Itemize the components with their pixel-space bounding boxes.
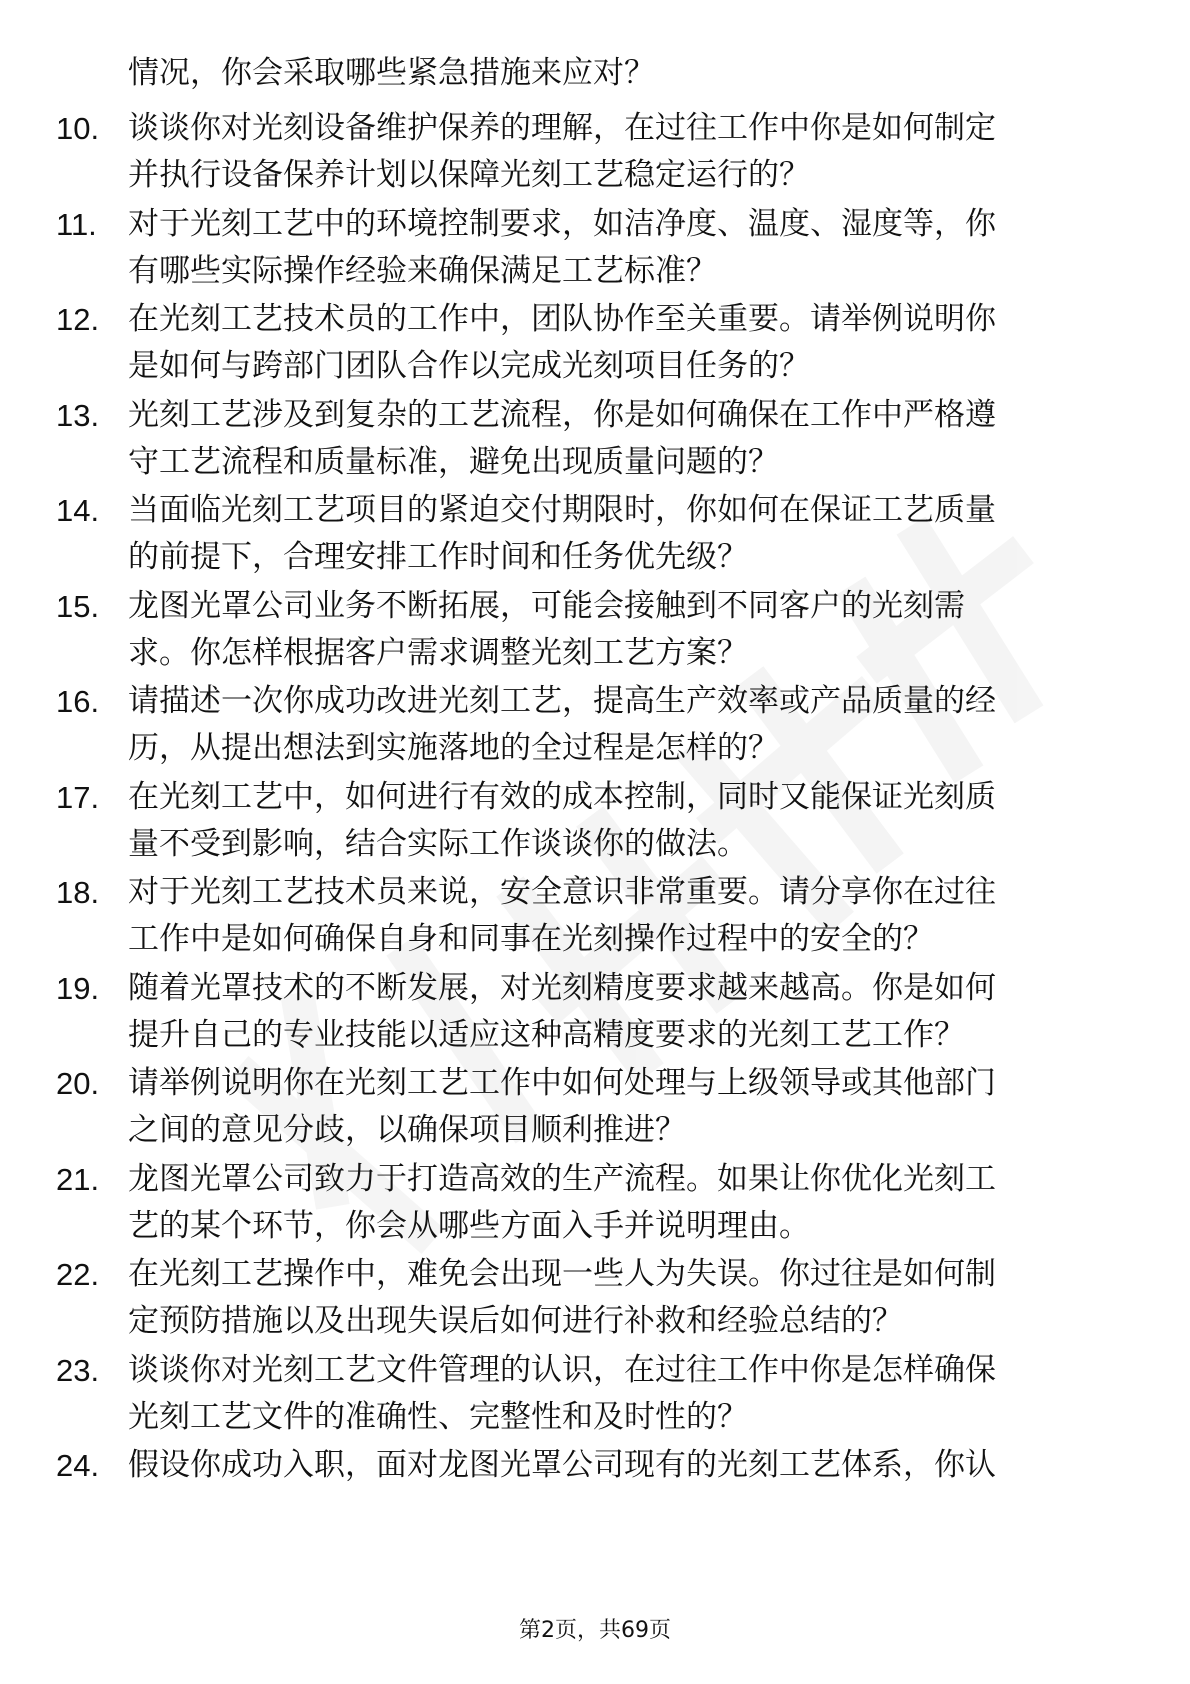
question-line: 龙图光罩公司致力于打造高效的生产流程。如果让你优化光刻工 [128,1161,996,1197]
question-line: 请举例说明你在光刻工艺工作中如何处理与上级领导或其他部门 [128,1065,996,1101]
question-number: 19. [56,971,100,1006]
question-text [128,1060,1118,1154]
question-text [128,1251,1118,1345]
question-number: 14. [56,493,100,528]
question-number: 20. [56,1066,100,1101]
question-line: 艺的某个环节，你会从哪些方面入手并说明理由。 [128,1208,810,1244]
question-line: 假设你成功入职，面对龙图光罩公司现有的光刻工艺体系，你认 [128,1447,996,1483]
question-line: 量不受到影响，结合实际工作谈谈你的做法。 [128,826,748,862]
question-line: 工作中是如何确保自身和同事在光刻操作过程中的安全的？ [128,921,934,957]
question-text [128,105,1118,199]
question-text [128,869,1118,963]
question-line: 的前提下，合理安排工作时间和任务优先级？ [128,539,748,575]
question-text [128,583,1118,677]
question-number: 17. [56,780,100,815]
question-text [128,965,1118,1059]
question-number: 10. [56,111,100,146]
question-line: 光刻工艺文件的准确性、完整性和及时性的？ [128,1399,748,1435]
question-number: 16. [56,684,100,719]
question-number: 13. [56,398,100,433]
question-text [128,1347,1118,1441]
question-line: 是如何与跨部门团队合作以完成光刻项目任务的？ [128,348,810,384]
question-line: 求。你怎样根据客户需求调整光刻工艺方案？ [128,635,748,671]
question-number: 18. [56,875,100,910]
question-line: 在光刻工艺技术员的工作中，团队协作至关重要。请举例说明你 [128,301,996,337]
question-text [128,487,1118,581]
question-text [128,1156,1118,1250]
question-line: 在光刻工艺操作中，难免会出现一些人为失误。你过往是如何制 [128,1256,996,1292]
question-text [128,201,1118,295]
question-number: 11. [56,207,97,242]
question-number: 15. [56,589,100,624]
question-line: 当面临光刻工艺项目的紧迫交付期限时，你如何在保证工艺质量 [128,492,996,528]
question-text [128,392,1118,486]
question-line: 对于光刻工艺技术员来说，安全意识非常重要。请分享你在过往 [128,874,996,910]
question-line: 之间的意见分歧，以确保项目顺利推进？ [128,1112,686,1148]
question-text [128,774,1118,868]
question-line: 光刻工艺涉及到复杂的工艺流程，你是如何确保在工作中严格遵 [128,397,996,433]
question-text [128,296,1118,390]
question-line: 定预防措施以及出现失误后如何进行补救和经验总结的？ [128,1303,903,1339]
continued-question-text: 情况，你会采取哪些紧急措施来应对？ [128,55,655,91]
page-footer: 第2页，共69页 [519,1618,671,1643]
question-number: 23. [56,1353,100,1388]
question-number: 21. [56,1162,100,1197]
question-line: 谈谈你对光刻工艺文件管理的认识，在过往工作中你是怎样确保 [128,1352,996,1388]
question-line: 对于光刻工艺中的环境控制要求，如洁净度、温度、湿度等，你 [128,206,996,242]
question-line: 有哪些实际操作经验来确保满足工艺标准？ [128,253,717,289]
question-number: 24. [56,1448,100,1483]
question-text [128,1442,1118,1489]
question-line: 在光刻工艺中，如何进行有效的成本控制，同时又能保证光刻质 [128,779,996,815]
question-line: 请描述一次你成功改进光刻工艺，提高生产效率或产品质量的经 [128,683,996,719]
question-line: 历，从提出想法到实施落地的全过程是怎样的？ [128,730,779,766]
question-line: 提升自己的专业技能以适应这种高精度要求的光刻工艺工作？ [128,1017,965,1053]
question-line: 守工艺流程和质量标准，避免出现质量问题的？ [128,444,779,480]
question-line: 随着光罩技术的不断发展，对光刻精度要求越来越高。你是如何 [128,970,996,1006]
question-line: 龙图光罩公司业务不断拓展，可能会接触到不同客户的光刻需 [128,588,965,624]
question-text [128,678,1118,772]
question-number: 12. [56,302,100,337]
question-line: 并执行设备保养计划以保障光刻工艺稳定运行的？ [128,157,810,193]
question-line: 谈谈你对光刻设备维护保养的理解，在过往工作中你是如何制定 [128,110,996,146]
question-number: 22. [56,1257,100,1292]
